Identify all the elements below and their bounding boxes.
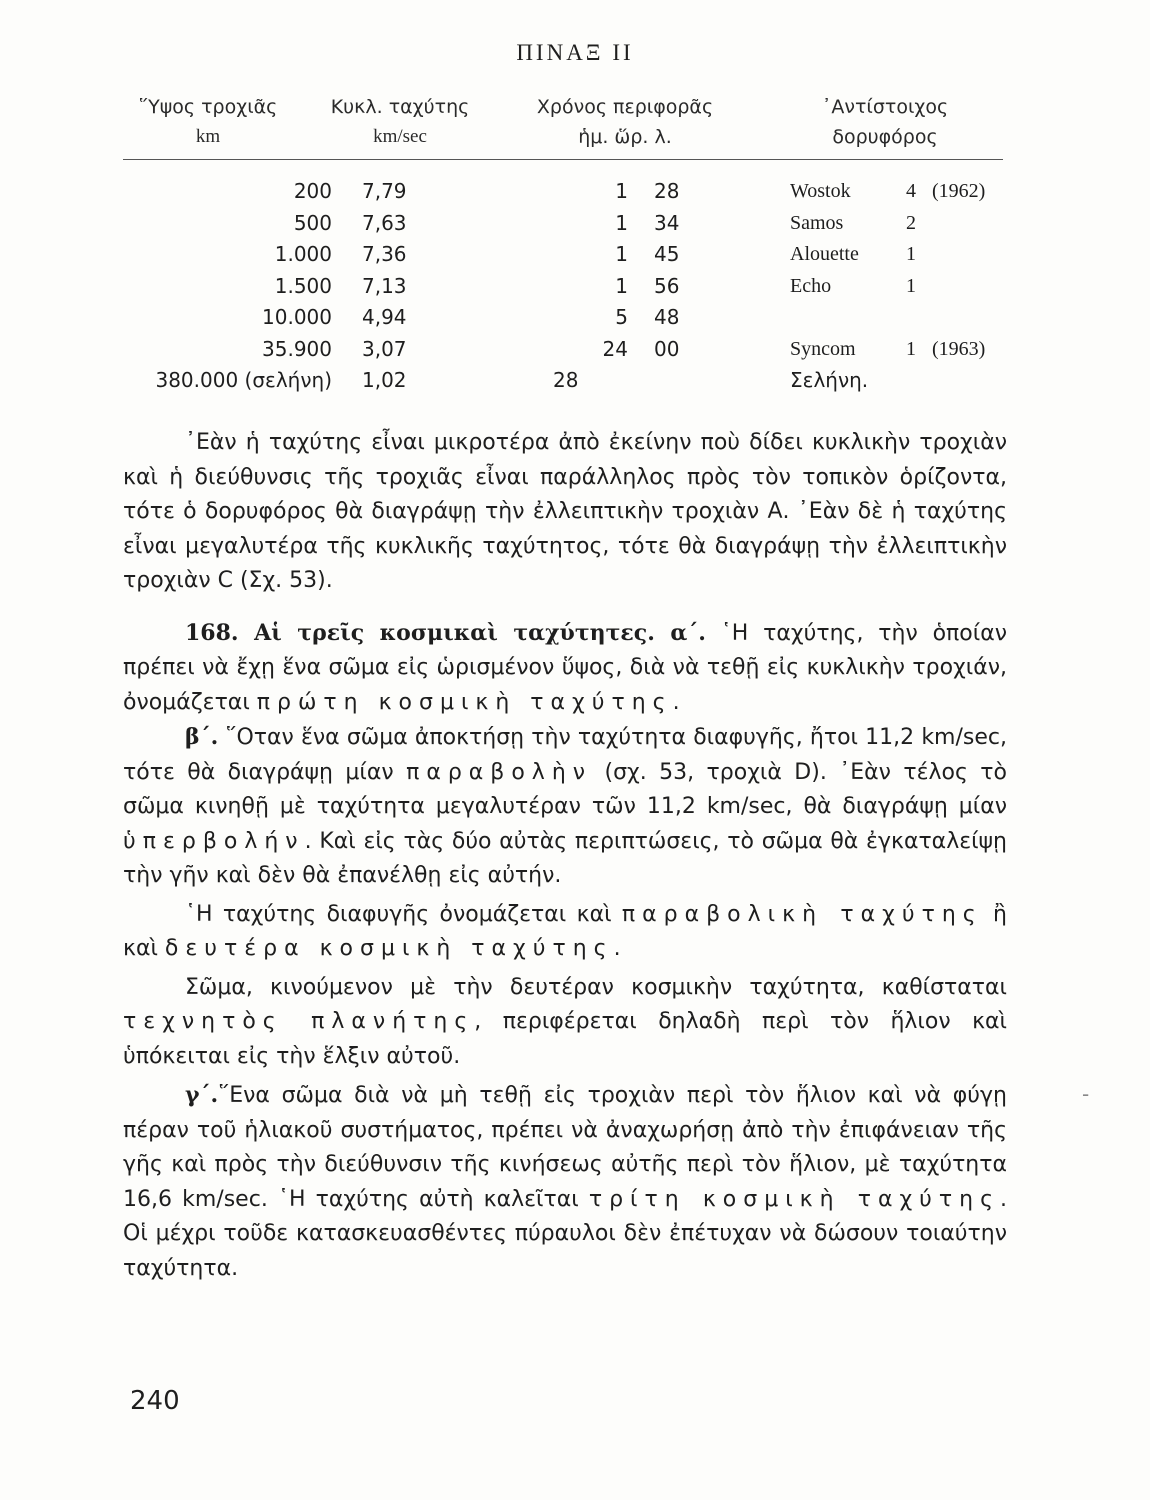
cell-satellite: Echo bbox=[790, 274, 832, 297]
header-satellite-label: ᾿Αντίστοιχος bbox=[821, 96, 949, 118]
cell-minutes: 00 bbox=[654, 336, 680, 361]
spaced-term: τεχνητὸς πλανήτης bbox=[123, 1009, 475, 1034]
header-period-label: Χρόνος περιφορᾶς bbox=[536, 96, 714, 118]
header-velocity bbox=[310, 92, 490, 152]
paragraph-escape-velocity bbox=[123, 898, 1007, 967]
cell-satellite-number: 1 bbox=[906, 337, 916, 360]
table-caption: ΠΙΝΑΞ II bbox=[516, 40, 634, 65]
cell-minutes: 28 bbox=[654, 179, 680, 203]
cell-hours: 1 bbox=[615, 179, 628, 203]
cell-altitude: 35.900 bbox=[262, 336, 332, 361]
section-heading: 168. Αἱ τρεῖς κοσμικαὶ ταχύτητες. α΄. bbox=[185, 619, 706, 646]
page-number: 240 bbox=[130, 1386, 180, 1416]
cell-altitude: 10.000 bbox=[262, 305, 332, 329]
header-velocity-unit: km/sec bbox=[373, 126, 427, 147]
text-span: ῾Η ταχύτης, τὴν ὁποίαν πρέπει νὰ ἔχῃ ἕνα σῶμα εἰς ὡρισμένον ὕψος, διὰ νὰ τεθῇ εἰς κυκλικὴν τροχιάν, ὀνομάζεται bbox=[123, 620, 1007, 715]
paragraph-second-velocity bbox=[123, 720, 1007, 894]
table-row bbox=[0, 176, 1150, 208]
cell-year: (1963) bbox=[932, 337, 986, 360]
header-period bbox=[510, 92, 740, 152]
cell-velocity: 7,79 bbox=[362, 179, 407, 203]
cell-altitude: 500 bbox=[293, 210, 332, 235]
paragraph-elliptic-orbits: ᾿Εὰν ἡ ταχύτης εἶναι μικροτέρα ἀπὸ ἐκείνην ποὺ δίδει κυκλικὴν τροχιὰν καὶ ἡ διεύθυνσις τῆς τροχιᾶς εἶναι παράλληλος πρὸς τὸν τοπικὸν ὁρίζοντα, τότε ὁ δορυφόρος θὰ διαγράψῃ τὴν ἐλλειπτικὴν τροχιὰν Α. ᾿Εὰν δὲ ἡ ταχύτης εἶναι μεγαλυτέρα τῆς κυκλικῆς ταχύτητος, τότε θὰ διαγράψῃ τὴν ἐλλειπτικὴν τροχιὰν C (Σχ. 53). bbox=[123, 430, 1007, 593]
cell-altitude: 1.500 bbox=[274, 273, 332, 298]
text-span: . bbox=[613, 936, 621, 961]
header-satellite-label-2: δορυφόρος bbox=[832, 126, 938, 148]
item-label: β΄. bbox=[185, 724, 219, 750]
cell-satellite: Σελήνη. bbox=[790, 368, 869, 392]
table-row bbox=[0, 302, 1150, 334]
cell-minutes: 48 bbox=[654, 305, 680, 329]
cell-velocity: 7,13 bbox=[362, 273, 407, 298]
cell-velocity: 4,94 bbox=[362, 305, 407, 329]
cell-satellite-number: 2 bbox=[906, 211, 916, 234]
spaced-term: πρώτη κοσμικὴ ταχύτης bbox=[256, 689, 673, 715]
cell-velocity: 1,02 bbox=[362, 368, 407, 392]
cell-satellite: Wostok bbox=[790, 180, 851, 202]
text-span: (σχ. 53, τροχιὰ D). ᾿Εὰν τέλος τὸ σῶμα κινηθῇ μὲ ταχύτητα μεγαλυτέραν τῶν 11,2 km/sec, θὰ διαγράψῃ μίαν bbox=[123, 759, 1008, 819]
text-span: Σῶμα, κινούμενον μὲ τὴν δευτέραν κοσμικὴν ταχύτητα, καθίσταται bbox=[185, 974, 1007, 1000]
cell-hours: 1 bbox=[615, 273, 628, 298]
cell-minutes: 34 bbox=[654, 210, 680, 235]
cell-hours: 1 bbox=[615, 210, 628, 235]
text-span: . Οἱ μέχρι τοῦδε κατασκευασθέντες πύραυλοι δὲν ἐπέτυχαν νὰ δώσουν τοιαύτην ταχύτητα. bbox=[123, 1186, 1007, 1281]
cell-velocity: 7,63 bbox=[362, 210, 407, 235]
text-span: . bbox=[672, 689, 680, 715]
spaced-term: παραβολικὴ ταχύτης bbox=[621, 901, 983, 927]
paragraph-artificial-planet bbox=[123, 971, 1007, 1075]
header-altitude-unit: km bbox=[195, 126, 221, 147]
cell-hours: 24 bbox=[602, 336, 628, 361]
table-row bbox=[0, 365, 1150, 397]
table-row bbox=[0, 208, 1150, 240]
cell-velocity: 7,36 bbox=[362, 242, 407, 266]
cell-satellite-number: 4 bbox=[906, 180, 916, 202]
header-satellite bbox=[790, 92, 980, 152]
text-span: ῞Οταν ἕνα σῶμα ἀποκτήσῃ τὴν ταχύτητα διαφυγῆς, ἤτοι 11,2 km/sec, τότε θὰ διαγράψῃ μίαν bbox=[123, 725, 1007, 785]
paragraph-third-velocity bbox=[123, 1078, 1007, 1286]
cell-satellite: Syncom bbox=[790, 337, 856, 360]
table-header-rule bbox=[123, 159, 1003, 160]
table-row bbox=[0, 334, 1150, 366]
cell-satellite: Samos bbox=[790, 211, 844, 234]
spaced-term: δευτέρα κοσμικὴ ταχύτης bbox=[164, 936, 614, 961]
text-span: ῞Ενα σῶμα διὰ νὰ μὴ τεθῇ εἰς τροχιὰν περὶ τὸν ἥλιον καὶ νὰ φύγῃ πέραν τοῦ ἡλιακοῦ συστήματος, πρέπει νὰ ἀναχωρήσῃ ἀπὸ τὴν ἐπιφάνειαν τῆς γῆς καὶ πρὸς τὴν διεύθυνσιν τῆς κινήσεως αὐτῆς περὶ τὸν ἥλιον, μὲ ταχύτητα 16,6 km/sec. ῾Η ταχύτης αὐτὴ καλεῖται bbox=[123, 1083, 1007, 1212]
cell-altitude: 380.000 (σελήνη) bbox=[155, 368, 332, 392]
cell-hours: 5 bbox=[615, 305, 628, 329]
cell-satellite-number: 1 bbox=[906, 274, 916, 297]
cell-minutes: 56 bbox=[654, 273, 680, 298]
item-label: γ΄. bbox=[185, 1082, 219, 1108]
cell-altitude: 200 bbox=[293, 179, 332, 203]
table-row bbox=[0, 239, 1150, 271]
body-text bbox=[123, 426, 1007, 1286]
header-altitude bbox=[118, 92, 298, 152]
cell-year: (1962) bbox=[932, 180, 986, 202]
text-span: . Καὶ εἰς τὰς δύο αὐτὰς περιπτώσεις, τὸ σῶμα θὰ ἐγκαταλείψῃ τὴν γῆν καὶ δὲν θὰ ἐπανέλθῃ εἰς αὐτήν. bbox=[123, 828, 1007, 888]
cell-satellite-number: 1 bbox=[906, 243, 916, 265]
header-altitude-label: ῞Υψος τροχιᾶς bbox=[138, 96, 278, 118]
header-period-units: ἡμ. ὥρ. λ. bbox=[578, 126, 672, 148]
spaced-term: ὑπερβολήν bbox=[123, 828, 305, 854]
table-row bbox=[0, 271, 1150, 303]
cell-velocity: 3,07 bbox=[362, 336, 407, 361]
text-span: ῾Η ταχύτης διαφυγῆς ὀνομάζεται καὶ bbox=[185, 901, 622, 927]
spaced-term: τρίτη κοσμικὴ ταχύτης bbox=[588, 1186, 1000, 1212]
cell-altitude: 1.000 bbox=[274, 242, 332, 266]
section-168-first-velocity bbox=[123, 616, 1007, 721]
text-span: ἢ καὶ bbox=[123, 901, 1007, 961]
cell-days: 28 bbox=[553, 368, 579, 392]
spaced-term: παραβολὴν bbox=[406, 759, 593, 785]
text-span: , περιφέρεται δηλαδὴ περὶ τὸν ἥλιον καὶ ὑπόκειται εἰς τὴν ἕλξιν αὐτοῦ. bbox=[123, 1009, 1007, 1069]
header-velocity-label: Κυκλ. ταχύτης bbox=[330, 96, 470, 118]
cell-minutes: 45 bbox=[654, 242, 680, 266]
cell-hours: 1 bbox=[615, 242, 628, 266]
cell-satellite: Alouette bbox=[790, 243, 859, 265]
margin-mark: - bbox=[1082, 1082, 1090, 1106]
table-body bbox=[0, 176, 1150, 397]
